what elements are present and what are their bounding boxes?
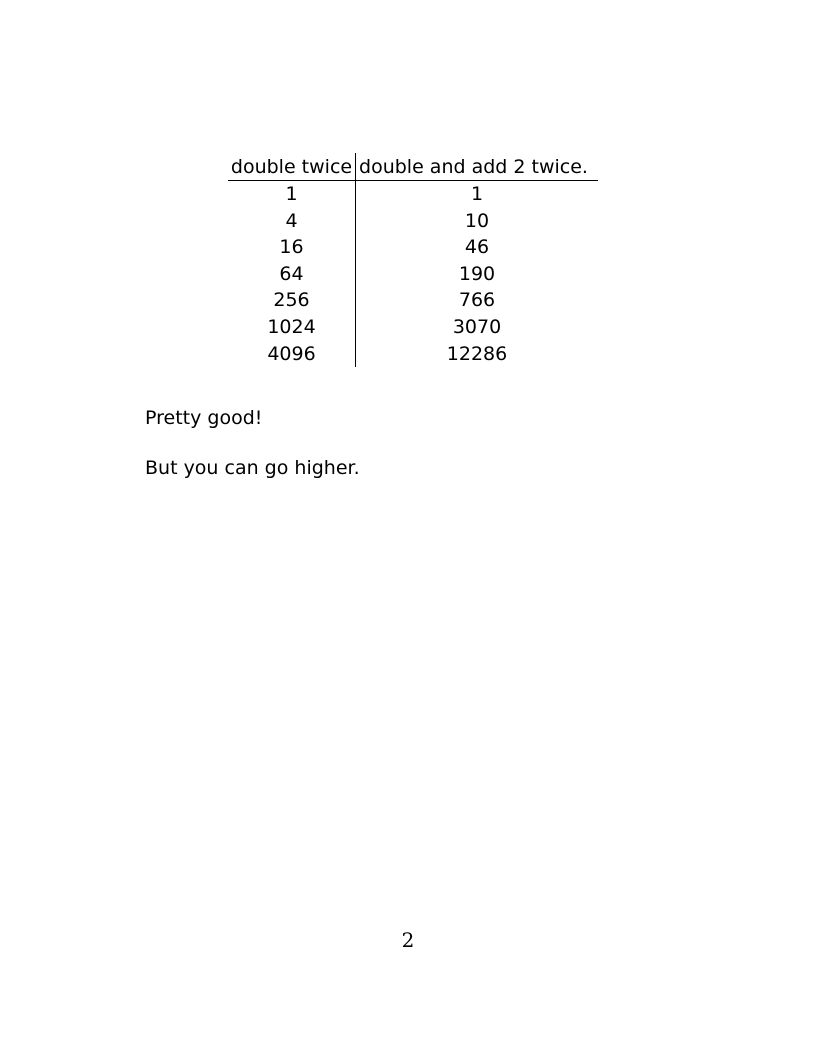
paragraph-go-higher: But you can go higher. [145,457,360,479]
table-cell: 190 [458,262,496,285]
table-cell: 4 [228,208,356,235]
table-cell: 12286 [446,342,508,365]
doubling-table [228,153,598,367]
column-header-double-twice: double twice [228,153,356,181]
table-cell: 64 [228,261,356,288]
table-row [228,287,598,314]
table-cell: 10 [464,209,490,232]
table-cell: 16 [228,234,356,261]
table-cell: 1024 [228,314,356,341]
paragraph-pretty-good: Pretty good! [145,407,263,429]
column-header-double-and-add-2-twice: double and add 2 twice. [356,153,599,181]
table-row [228,181,598,208]
table-cell: 766 [458,289,496,312]
table-cell: 1 [228,181,356,208]
table-header [228,153,598,181]
table-row [228,314,598,341]
table-row [228,234,598,261]
table-row [228,261,598,288]
table-row [228,341,598,368]
table-cell: 46 [464,236,490,259]
table-cell: 256 [228,287,356,314]
table-cell: 3070 [452,315,502,338]
page-number: 2 [401,928,415,952]
table-header-row [228,153,598,181]
table-row [228,208,598,235]
table-cell: 4096 [228,341,356,368]
table-body [228,181,598,368]
table-cell: 1 [470,183,484,205]
